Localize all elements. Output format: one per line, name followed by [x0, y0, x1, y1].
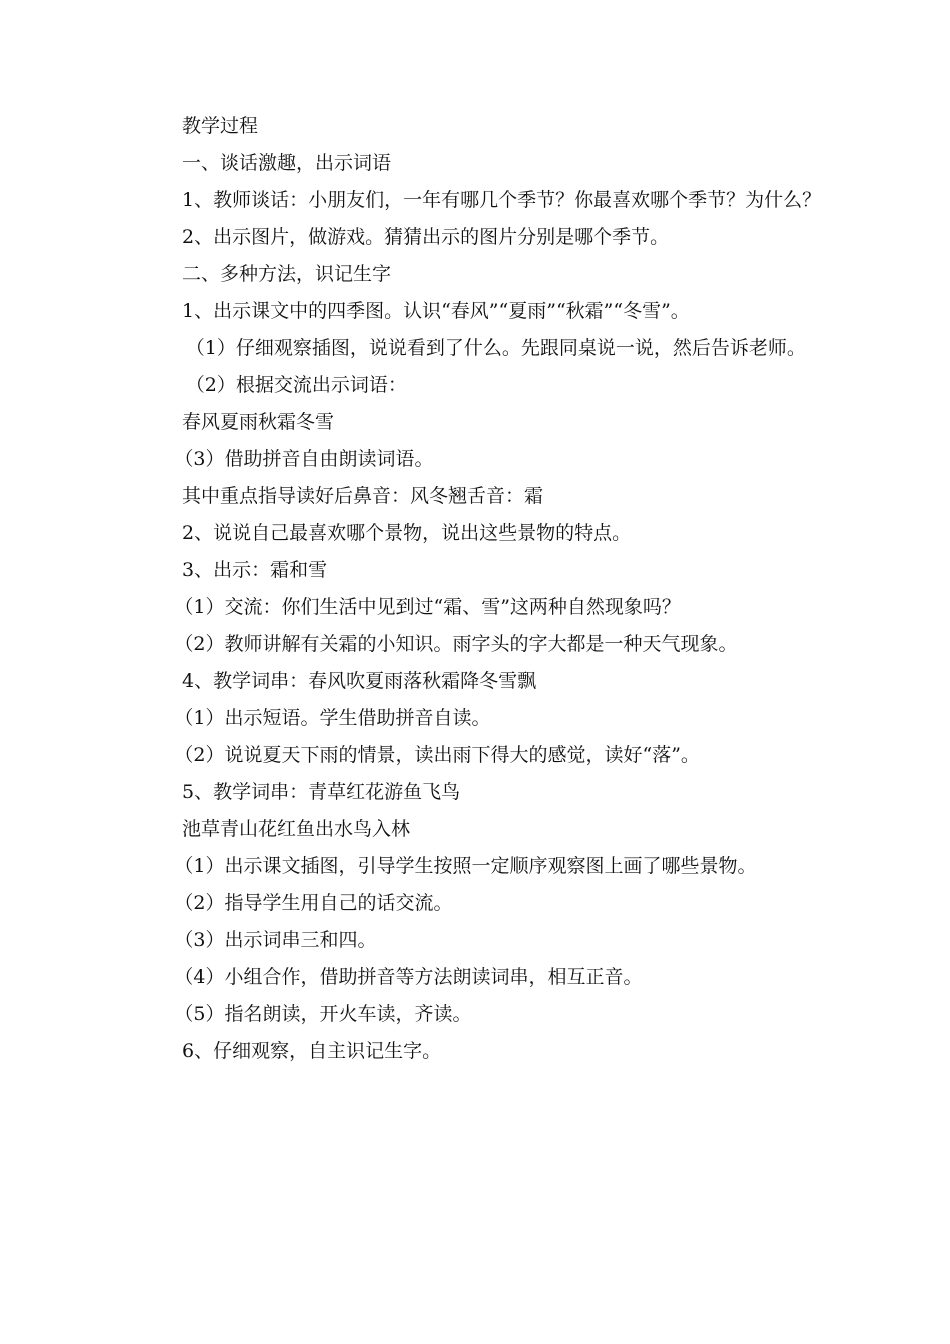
paragraph: 4、教学词串：春风吹夏雨落秋霜降冬雪飘: [182, 670, 537, 692]
paragraph: 1、出示课文中的四季图。认识“春风”“夏雨”“秋霜”“冬雪”。: [182, 300, 690, 322]
paragraph: （2）说说夏天下雨的情景，读出雨下得大的感觉，读好“落”。: [174, 744, 700, 766]
paragraph: 3、出示：霜和雪: [182, 559, 328, 581]
paragraph: （4）小组合作，借助拼音等方法朗读词串，相互正音。: [174, 966, 643, 988]
word-list: 春风夏雨秋霜冬雪: [182, 411, 335, 433]
paragraph: 1、教师谈话：小朋友们，一年有哪几个季节？你最喜欢哪个季节？为什么？: [182, 189, 822, 211]
paragraph: （1）出示课文插图，引导学生按照一定顺序观察图上画了哪些景物。: [174, 855, 757, 877]
paragraph: 2、说说自己最喜欢哪个景物，说出这些景物的特点。: [182, 522, 632, 544]
paragraph: （3）借助拼音自由朗读词语。: [174, 448, 434, 470]
paragraph: 6、仔细观察，自主识记生字。: [182, 1040, 442, 1062]
paragraph: （1）出示短语。学生借助拼音自读。: [174, 707, 491, 729]
paragraph: 其中重点指导读好后鼻音：风冬翘舌音：霜: [182, 485, 544, 507]
document-body: [144, 108, 824, 1070]
paragraph: （1）交流：你们生活中见到过“霜、雪”这两种自然现象吗？: [174, 596, 681, 618]
paragraph: （1）仔细观察插图，说说看到了什么。先跟同桌说一说，然后告诉老师。: [185, 337, 806, 359]
heading-2: 二、多种方法，识记生字: [182, 263, 392, 285]
paragraph: （2）指导学生用自己的话交流。: [174, 892, 453, 914]
word-list: 池草青山花红鱼出水鸟入林: [182, 818, 411, 840]
paragraph: 2、出示图片，做游戏。猜猜出示的图片分别是哪个季节。: [182, 226, 670, 248]
section-title: 教学过程: [182, 115, 259, 137]
paragraph: （2）根据交流出示词语：: [185, 374, 407, 396]
paragraph: （5）指名朗读，开火车读，齐读。: [174, 1003, 472, 1025]
paragraph: （2）教师讲解有关霜的小知识。雨字头的字大都是一种天气现象。: [174, 633, 738, 655]
paragraph: 5、教学词串：青草红花游鱼飞鸟: [182, 781, 461, 803]
heading-1: 一、谈话激趣，出示词语: [182, 152, 392, 174]
paragraph: （3）出示词串三和四。: [174, 929, 377, 951]
